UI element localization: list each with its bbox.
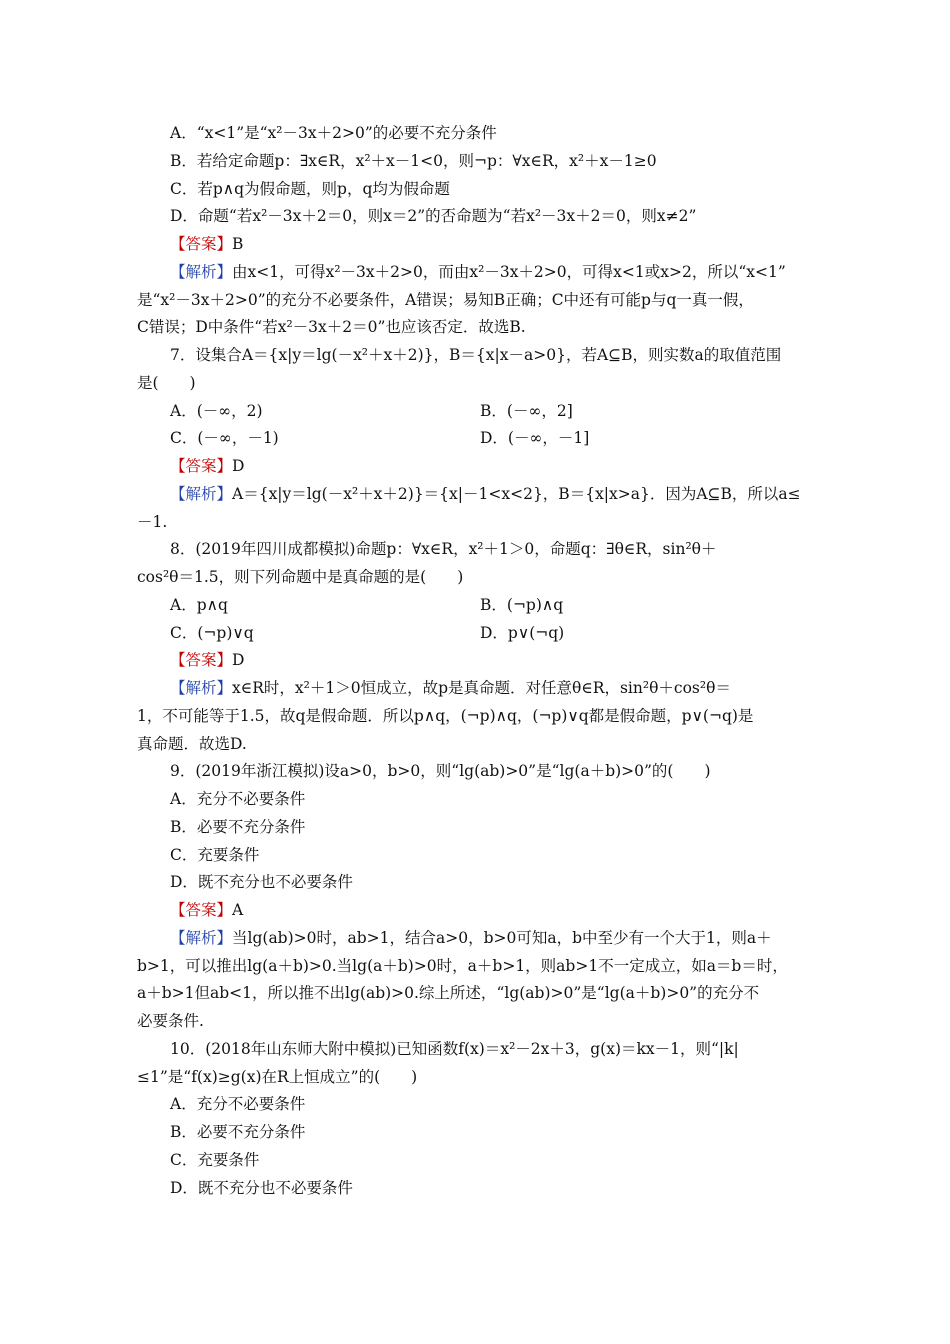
analysis-line bbox=[170, 262, 786, 282]
option-left: A．p∧q bbox=[170, 596, 228, 614]
text-line: A．充分不必要条件 bbox=[170, 1095, 306, 1113]
analysis-text: x∈R时，x²＋1＞0恒成立，故p是真命题．对任意θ∈R，sin²θ＋cos²θ＝ bbox=[232, 679, 731, 697]
text-line: 是( ) bbox=[137, 374, 196, 392]
analysis-line bbox=[170, 484, 801, 504]
text-line: C．若p∧q为假命题，则p，q均为假命题 bbox=[170, 180, 450, 198]
answer-line bbox=[170, 456, 244, 476]
text-line: C错误；D中条件“若x²－3x＋2＝0”也应该否定．故选B. bbox=[137, 318, 526, 336]
text-line: 1，不可能等于1.5，故q是假命题．所以p∧q，(¬p)∧q，(¬p)∨q都是假命题，p∨(¬q)是 bbox=[137, 707, 754, 725]
text-line: －1. bbox=[137, 513, 168, 531]
text-line: 7．设集合A＝{x|y＝lg(－x²＋x＋2)}，B＝{x|x－a>0}，若A⊆B，则实数a的取值范围 bbox=[170, 346, 782, 364]
text-line: 真命题．故选D. bbox=[137, 735, 247, 753]
text-line: D．命题“若x²－3x＋2＝0，则x＝2”的否命题为“若x²－3x＋2＝0，则x≠2” bbox=[170, 207, 697, 225]
answer-line bbox=[170, 234, 243, 254]
answer-line bbox=[170, 650, 244, 670]
text-line: C．充要条件 bbox=[170, 846, 260, 864]
text-line: b>1，可以推出lg(a＋b)>0.当lg(a＋b)>0时，a＋b>1，则ab>1不一定成立，如a＝b＝时， bbox=[137, 957, 788, 975]
option-right: B．(¬p)∧q bbox=[480, 596, 564, 614]
text-line: cos²θ＝1.5，则下列命题中是真命题的是( ) bbox=[137, 568, 464, 586]
analysis-line bbox=[170, 678, 731, 698]
answer-value: A bbox=[232, 901, 244, 919]
text-line: B．必要不充分条件 bbox=[170, 1123, 306, 1141]
analysis-label: 【解析】 bbox=[170, 679, 233, 697]
text-line: a＋b>1但ab<1，所以推不出lg(ab)>0.综上所述，“lg(ab)>0”是“lg(a＋b)>0”的充分不 bbox=[137, 984, 760, 1002]
answer-label: 【答案】 bbox=[170, 901, 233, 919]
option-right: D．p∨(¬q) bbox=[480, 624, 565, 642]
analysis-label: 【解析】 bbox=[170, 485, 233, 503]
analysis-text: 由x<1，可得x²－3x＋2>0，而由x²－3x＋2>0，可得x<1或x>2，所以“x<1” bbox=[232, 263, 786, 281]
option-right: B．(－∞，2] bbox=[480, 402, 573, 420]
analysis-label: 【解析】 bbox=[170, 263, 233, 281]
analysis-text: 当lg(ab)>0时，ab>1，结合a>0，b>0可知a，b中至少有一个大于1，则a＋ bbox=[232, 929, 772, 947]
text-line: ≤1”是“f(x)≥g(x)在R上恒成立”的( ) bbox=[137, 1068, 418, 1086]
text-line: C．充要条件 bbox=[170, 1151, 260, 1169]
text-line: D．既不充分也不必要条件 bbox=[170, 1179, 353, 1197]
option-left: A．(－∞，2) bbox=[170, 402, 263, 420]
option-left: C．(－∞，－1) bbox=[170, 429, 279, 447]
answer-line bbox=[170, 900, 243, 920]
option-left: C．(¬p)∨q bbox=[170, 624, 254, 642]
text-line: 9．(2019年浙江模拟)设a>0，b>0，则“lg(ab)>0”是“lg(a＋b)>0”的( ) bbox=[170, 762, 711, 780]
text-line: A．充分不必要条件 bbox=[170, 790, 306, 808]
text-line: 8．(2019年四川成都模拟)命题p：∀x∈R，x²＋1＞0，命题q：∃θ∈R，sin²θ＋ bbox=[170, 540, 717, 558]
text-line: B．必要不充分条件 bbox=[170, 818, 306, 836]
answer-label: 【答案】 bbox=[170, 651, 233, 669]
text-line: 是“x²－3x＋2>0”的充分不必要条件，A错误；易知B正确；C中还有可能p与q一真一假， bbox=[137, 291, 754, 309]
answer-value: D bbox=[232, 457, 245, 475]
analysis-line bbox=[170, 928, 772, 948]
text-line: A．“x<1”是“x²－3x＋2>0”的必要不充分条件 bbox=[170, 124, 497, 142]
answer-label: 【答案】 bbox=[170, 457, 233, 475]
answer-label: 【答案】 bbox=[170, 235, 233, 253]
text-line: 10．(2018年山东师大附中模拟)已知函数f(x)＝x²－2x＋3，g(x)＝kx－1，则“|k| bbox=[170, 1040, 739, 1058]
answer-value: B bbox=[232, 235, 244, 253]
text-line: 必要条件. bbox=[137, 1012, 204, 1030]
analysis-label: 【解析】 bbox=[170, 929, 233, 947]
answer-value: D bbox=[232, 651, 245, 669]
text-line: B．若给定命题p：∃x∈R，x²＋x－1<0，则¬p：∀x∈R，x²＋x－1≥0 bbox=[170, 152, 657, 170]
text-line: D．既不充分也不必要条件 bbox=[170, 873, 353, 891]
option-right: D．(－∞，－1] bbox=[480, 429, 590, 447]
analysis-text: A＝{x|y＝lg(－x²＋x＋2)}＝{x|－1<x<2}，B＝{x|x>a}．因为A⊆B，所以a≤ bbox=[232, 485, 801, 503]
